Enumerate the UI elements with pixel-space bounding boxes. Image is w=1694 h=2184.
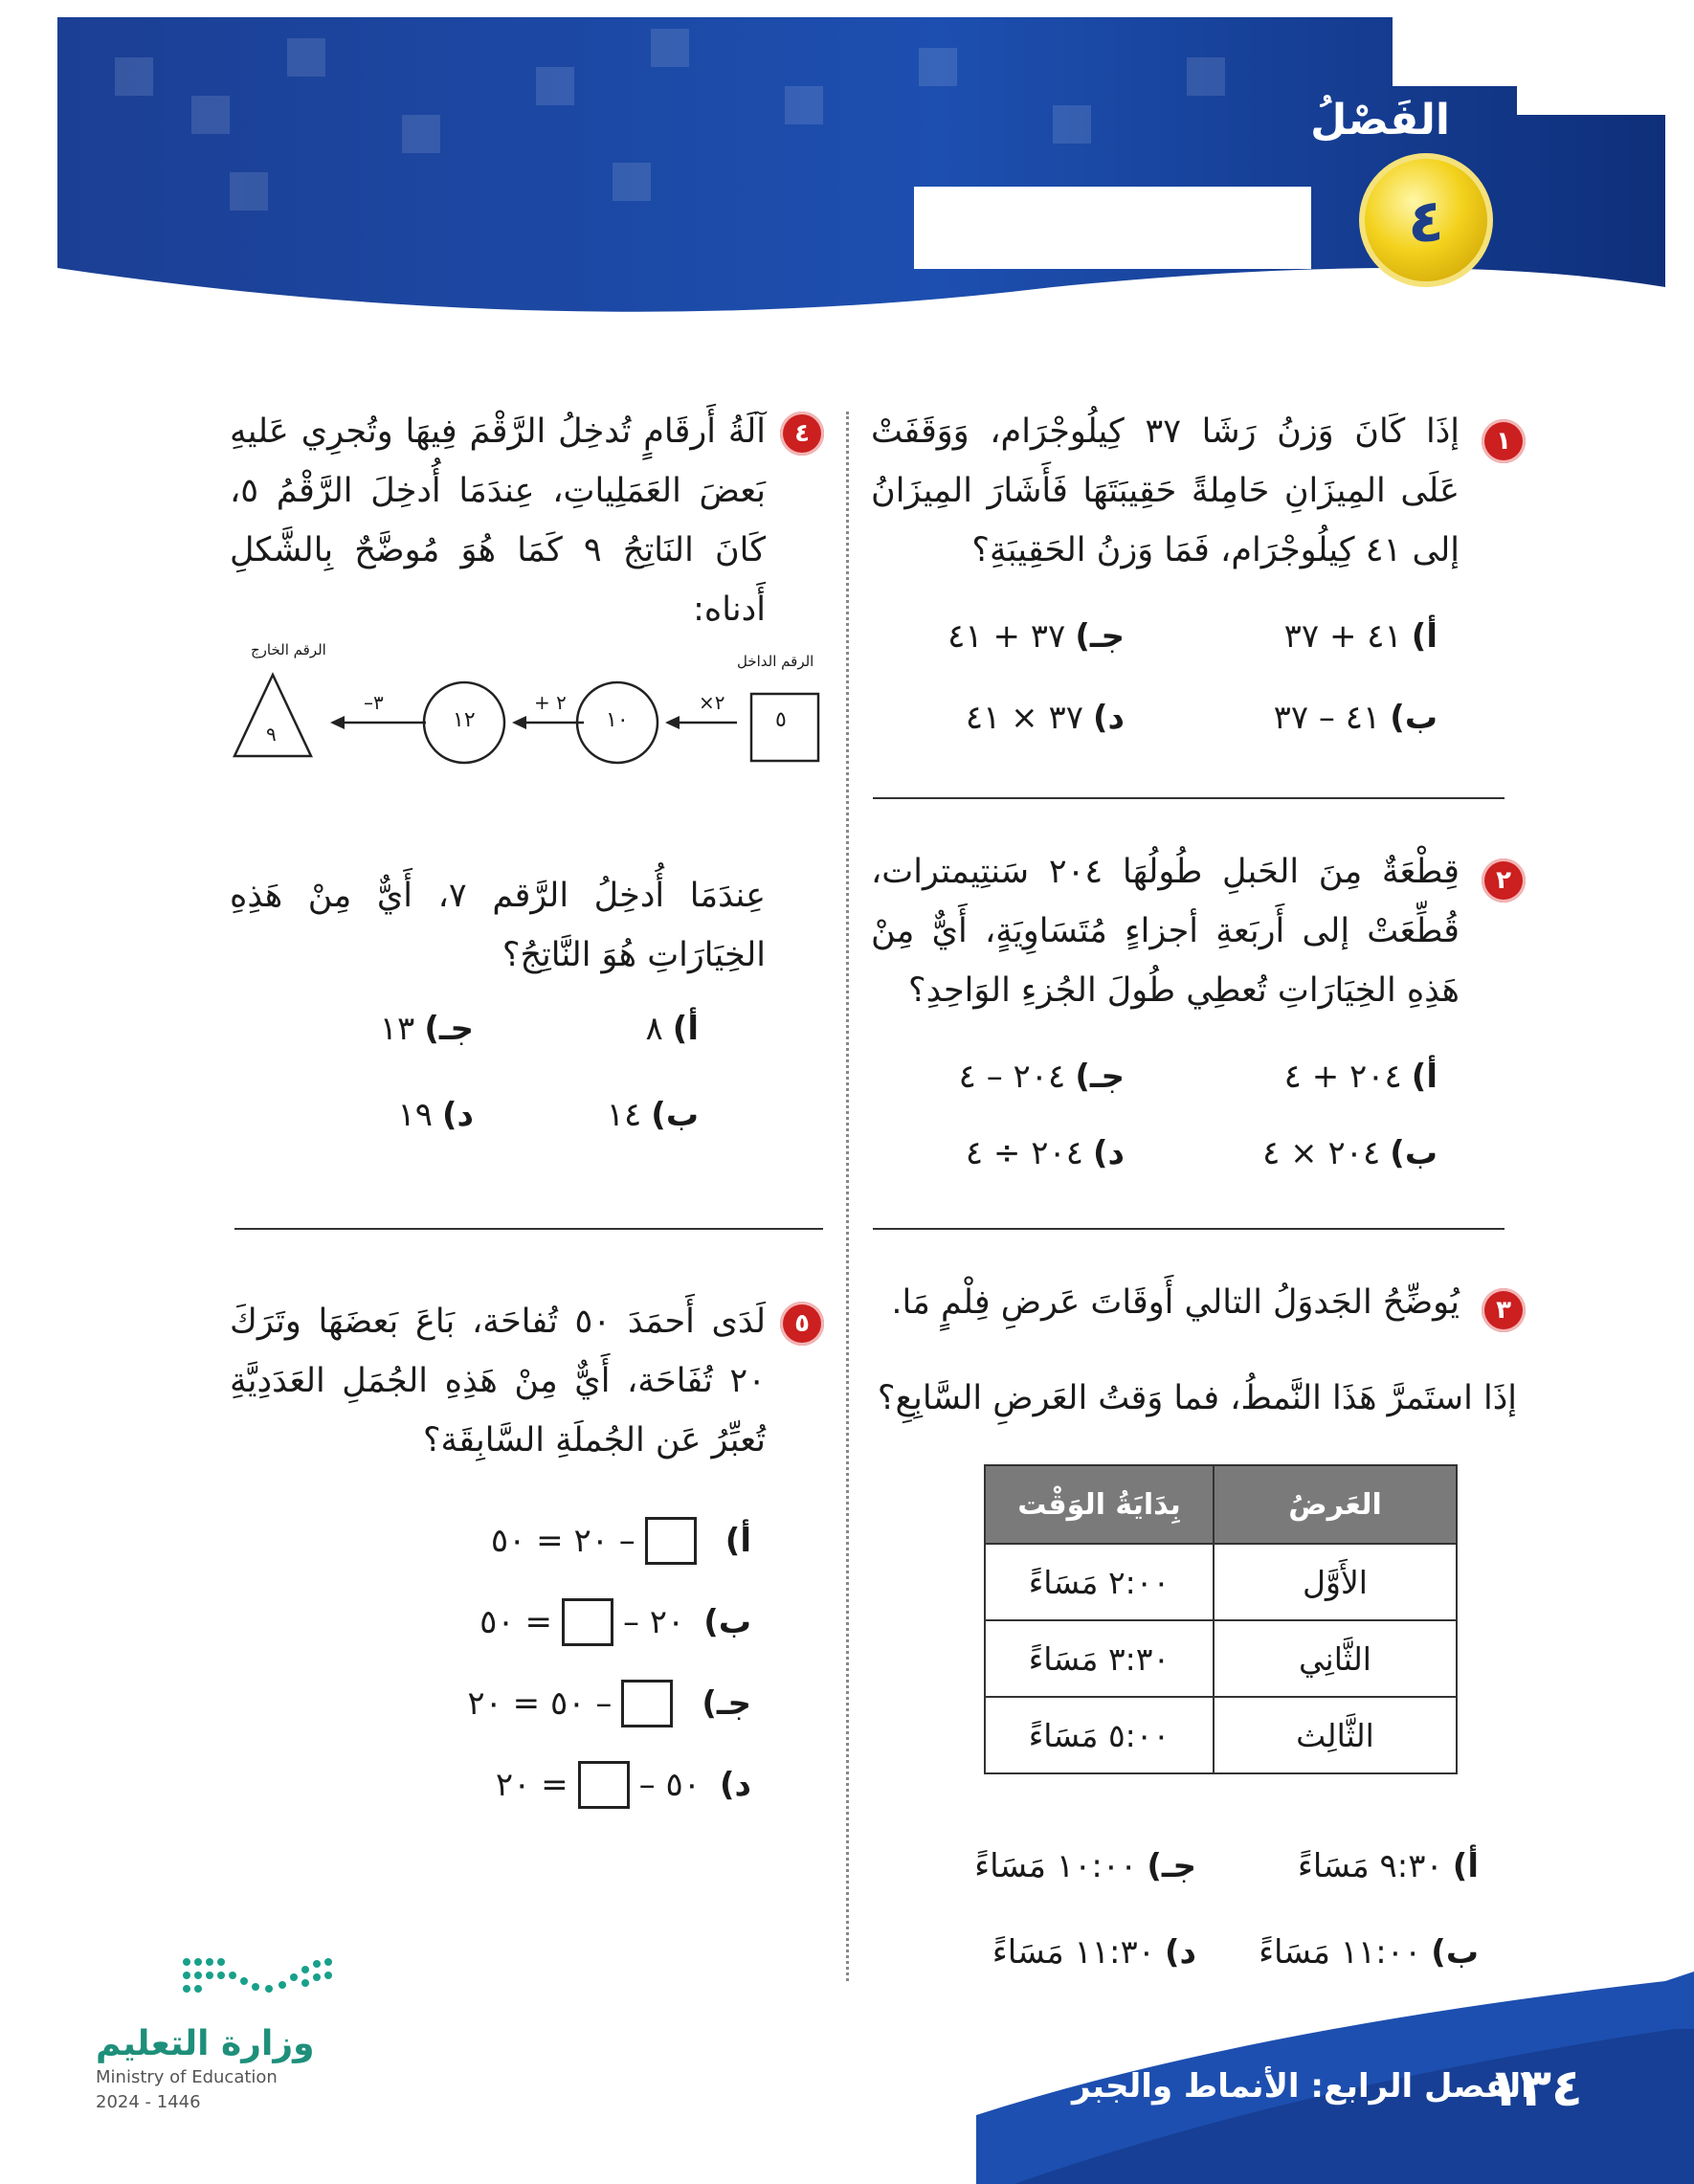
output-value: ٩: [266, 723, 277, 746]
chapter-title-box: [914, 187, 1311, 269]
table-row: [985, 1544, 1457, 1620]
schedule-table: [984, 1464, 1458, 1774]
page-number: ١٣٤: [1488, 2058, 1583, 2118]
question-3-line-2: إذَا استَمرَّ هَذَا النَّمطُ، فما وَقتُ العَرضِ السَّابِعِ؟: [877, 1379, 1517, 1417]
ministry-logo-icon: [177, 1952, 340, 2010]
output-label: الرقم الخارج: [251, 641, 326, 658]
step1-value: ١٠: [606, 708, 629, 732]
q5-option-c[interactable]: جـ) – ٥٠ = ٢٠: [467, 1680, 751, 1727]
question-3-line-1: يُوضِّحُ الجَدوَلُ التالي أَوقَاتَ عَرضِ فِلْمٍ مَا.: [891, 1283, 1460, 1322]
column-divider: [846, 412, 849, 1981]
table-header-show: العَرضُ: [1214, 1465, 1457, 1544]
table-cell: الثَّانِي: [1214, 1620, 1457, 1697]
section-divider: [873, 1228, 1505, 1230]
question-number-3: ٣: [1482, 1288, 1526, 1332]
q4-option-d[interactable]: د)١٩: [397, 1096, 474, 1134]
q3-option-c[interactable]: جـ)١٠:٠٠ مَسَاءً: [974, 1847, 1196, 1885]
blank-box[interactable]: [621, 1680, 673, 1727]
q5-option-b[interactable]: ب) ٢٠ – = ٥٠: [479, 1598, 751, 1646]
ministry-name-arabic: وزارة التعليم: [96, 2024, 315, 2063]
question-number-2: ٢: [1482, 858, 1526, 903]
step2-value: ١٢: [453, 708, 476, 732]
q1-option-d[interactable]: د)٣٧ × ٤١: [965, 699, 1125, 737]
footer-chapter-title: الفصل الرابع: الأنماط والجبر: [1072, 2067, 1532, 2106]
table-row: [985, 1620, 1457, 1697]
arrow-head: [665, 716, 680, 729]
q2-option-d[interactable]: د)٢٠٤ ÷ ٤: [965, 1134, 1125, 1172]
question-number-1: ١: [1482, 419, 1526, 463]
section-divider: [873, 797, 1505, 799]
number-machine-diagram: [230, 641, 823, 794]
chapter-number-badge: ٤: [1359, 153, 1493, 287]
q3-option-b[interactable]: ب)١١:٠٠ مَسَاءً: [1259, 1933, 1479, 1972]
blank-box[interactable]: [578, 1761, 630, 1809]
arrow-head: [330, 716, 345, 729]
q4-option-a[interactable]: أ)٨: [645, 1010, 699, 1048]
q3-option-a[interactable]: أ)٩:٣٠ مَسَاءً: [1297, 1847, 1479, 1885]
operation-1: ×٢: [699, 691, 725, 714]
q2-option-a[interactable]: أ)٢٠٤ + ٤: [1283, 1058, 1438, 1096]
blank-box[interactable]: [645, 1517, 697, 1565]
q2-option-b[interactable]: ب)٢٠٤ × ٤: [1262, 1134, 1438, 1172]
q4-option-b[interactable]: ب)١٤: [606, 1096, 699, 1134]
table-cell: ٢:٠٠ مَسَاءً: [985, 1544, 1214, 1620]
blank-box[interactable]: [562, 1598, 613, 1646]
question-1-text: إذَا كَانَ وَزنُ رَشَا ٣٧ كِيلُوجْرَام، وَوَقَفَتْ عَلَى المِيزَانِ حَامِلةً حَقِيبَتَهَا فَأَشَارَ المِيزَانُ إلى ٤١ كِيلُوجْرَام، فَمَا وَزنُ الحَقِيبَةِ؟: [871, 412, 1460, 569]
question-4-text: آلَةُ أَرقَامٍ تُدخِلُ الرَّقْمَ فِيهَا وتُجرِي عَليهِ بَعضَ العَمَلِياتِ، عِندَمَا أُدخِلَ الرَّقْمُ ٥، كَانَ النَاتِجُ ٩ كَمَا هُوَ مُوضَّحٌ بِالشَّكلِ أَدناه:: [230, 412, 766, 629]
q5-option-d[interactable]: د) ٥٠ – = ٢٠: [496, 1761, 751, 1809]
table-cell: الثَّالِث: [1214, 1697, 1457, 1773]
question-4-followup: عِندَمَا أُدخِلُ الرَّقم ٧، أَيٌّ مِنْ هَذِهِ الخِيَارَاتِ هُوَ النَّاتِجُ؟: [230, 877, 766, 974]
table-header-row: [985, 1465, 1457, 1544]
input-label: الرقم الداخل: [737, 653, 814, 670]
q2-option-c[interactable]: جـ)٢٠٤ – ٤: [958, 1058, 1125, 1096]
operation-2: + ٢: [534, 691, 567, 714]
operation-3: –٣: [364, 691, 384, 714]
question-number-5: ٥: [780, 1302, 824, 1346]
question-2-text: قِطْعَةٌ مِنَ الحَبلِ طُولُهَا ٢٠٤ سَنتِيمترات، قُطِّعَتْ إلى أَربَعةِ أجزاءٍ مُتَسَاوِيَةٍ، أَيٌّ مِنْ هَذِهِ الخِيَارَاتِ تُعطِي طُولَ الجُزءِ الوَاحِدِ؟: [871, 853, 1460, 1010]
table-header-start-time: بِدَايَةُ الوَقْت: [985, 1465, 1214, 1544]
table-cell: الأَوَّل: [1214, 1544, 1457, 1620]
table-cell: ٥:٠٠ مَسَاءً: [985, 1697, 1214, 1773]
q1-option-c[interactable]: جـ)٣٧ + ٤١: [947, 617, 1125, 656]
ministry-name-english: Ministry of Education: [96, 2067, 278, 2087]
q3-option-d[interactable]: د)١١:٣٠ مَسَاءً: [992, 1933, 1196, 1972]
question-5-text: لَدَى أَحمَدَ ٥٠ تُفاحَة، بَاعَ بَعضَهَا وتَرَكَ ٢٠ تُفَاحَة، أَيٌّ مِنْ هَذِهِ الجُمَلِ العَدَدِيَّةِ تُعبِّرُ عَن الجُملَةِ السَّابِقَة؟: [230, 1303, 766, 1460]
chapter-label: الفَصْلُ: [1310, 96, 1450, 145]
table-cell: ٣:٣٠ مَسَاءً: [985, 1620, 1214, 1697]
q5-option-a[interactable]: أ) – ٢٠ = ٥٠: [491, 1517, 751, 1565]
table-row: [985, 1697, 1457, 1773]
section-divider: [234, 1228, 823, 1230]
question-number-4: ٤: [780, 412, 824, 456]
q1-option-b[interactable]: ب)٤١ – ٣٧: [1273, 699, 1438, 737]
arrow-head: [512, 716, 526, 729]
input-value: ٥: [775, 708, 787, 732]
q1-option-a[interactable]: أ)٤١ + ٣٧: [1283, 617, 1438, 656]
q4-option-c[interactable]: جـ)١٣: [379, 1010, 474, 1048]
edition-year: 2024 - 1446: [96, 2092, 201, 2112]
